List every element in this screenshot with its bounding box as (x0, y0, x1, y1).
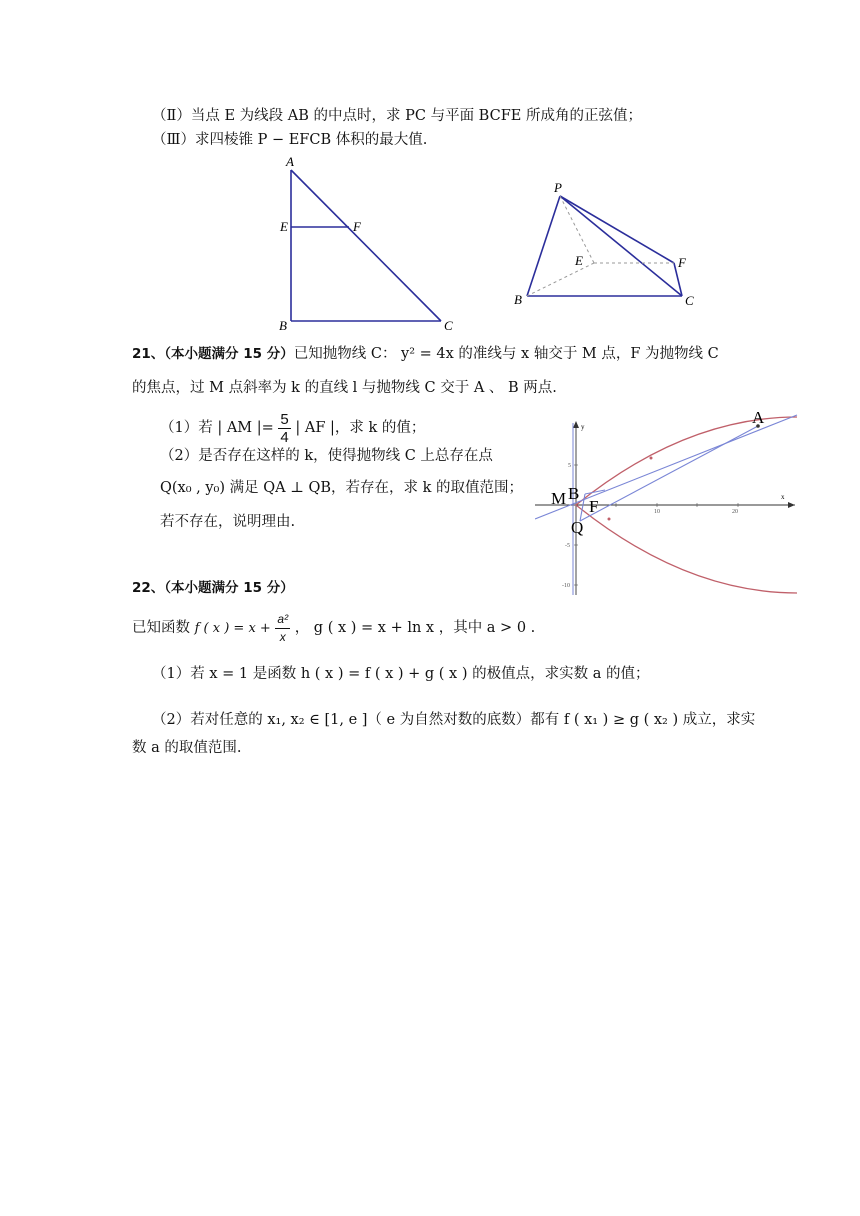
tick-yneg10: -10 (562, 583, 570, 589)
label-F: F (589, 497, 599, 516)
tick-x20: 20 (732, 509, 738, 515)
q20-part2: （Ⅱ）当点 E 为线段 AB 的中点时，求 PC 与平面 BCFE 所成角的正弦值； (152, 108, 642, 124)
fraction-5-4 (278, 411, 290, 446)
label-E: E (280, 219, 288, 234)
tick-x10: 10 (654, 509, 660, 515)
q20-part3: （Ⅲ）求四棱锥 P − EFCB 体积的最大值. (152, 132, 428, 148)
axis-x-label: x (781, 493, 785, 501)
label-A: A (286, 154, 294, 169)
tick-yneg5: -5 (565, 543, 570, 549)
q22-part2-line2: 数 a 的取值范围. (132, 740, 242, 756)
label-M: M (551, 489, 567, 508)
frac-den: 4 (280, 428, 289, 446)
q21-stem-line1 (132, 344, 719, 364)
q21-part2-line3: 若不存在，说明理由. (160, 514, 296, 530)
q21-stem-text: 已知抛物线 C： y² = 4x 的准线与 x 轴交于 M 点，F 为抛物线 C (293, 346, 719, 362)
label-B: B (279, 318, 287, 333)
axis-y-label: y (581, 423, 585, 431)
label-B: B (568, 484, 580, 503)
frac-den: x (279, 629, 286, 644)
q22-stem (132, 610, 535, 647)
q21-part2-line2: Q(x₀ , y₀) 满足 QA ⊥ QB，若存在，求 k 的取值范围； (160, 480, 524, 496)
q22-stem-prefix: 已知函数 (132, 620, 190, 636)
label-F: F (678, 255, 686, 270)
triangle-figure (270, 150, 470, 340)
label-F: F (353, 219, 361, 234)
frac-num: 5 (280, 410, 289, 428)
label-E: E (575, 253, 583, 268)
label-B: B (514, 292, 522, 307)
q22-stem-g: ， g ( x ) = x + ln x ，其中 a > 0 . (294, 620, 536, 636)
q21-part2-line1: （2）是否存在这样的 k，使得抛物线 C 上总存在点 (160, 448, 493, 464)
pyramid-figure (505, 175, 705, 315)
label-Q: Q (571, 518, 584, 537)
q21-stem-line2: 的焦点，过 M 点斜率为 k 的直线 l 与抛物线 C 交于 A 、 B 两点. (132, 380, 557, 396)
label-P: P (554, 180, 562, 195)
q21-heading: 21、（本小题满分 15 分） (132, 346, 294, 362)
q22-heading: 22、（本小题满分 15 分） (132, 580, 294, 596)
q21-part1-suffix: | AF |，求 k 的值； (295, 420, 426, 436)
label-C: C (444, 318, 453, 333)
q21-part1-prefix: （1）若 | AM |= (160, 420, 274, 436)
q22-part1: （1）若 x = 1 是函数 h ( x ) = f ( x ) + g ( x ) 的极值点，求实数 a 的值； (152, 666, 650, 682)
frac-num: a² (275, 611, 290, 629)
label-C: C (685, 293, 694, 308)
tick-y5: 5 (568, 463, 571, 469)
parabola-graph (535, 395, 800, 600)
fraction-a2-x (275, 611, 290, 646)
label-A: A (752, 408, 765, 427)
q22-stem-f: f ( x ) = x + (194, 621, 271, 636)
q22-part2-line1: （2）若对任意的 x₁, x₂ ∈ [1, e ]（ e 为自然对数的底数）都有 f ( x₁ ) ≥ g ( x₂ ) 成立，求实 (152, 712, 756, 728)
q21-part1 (160, 410, 425, 446)
